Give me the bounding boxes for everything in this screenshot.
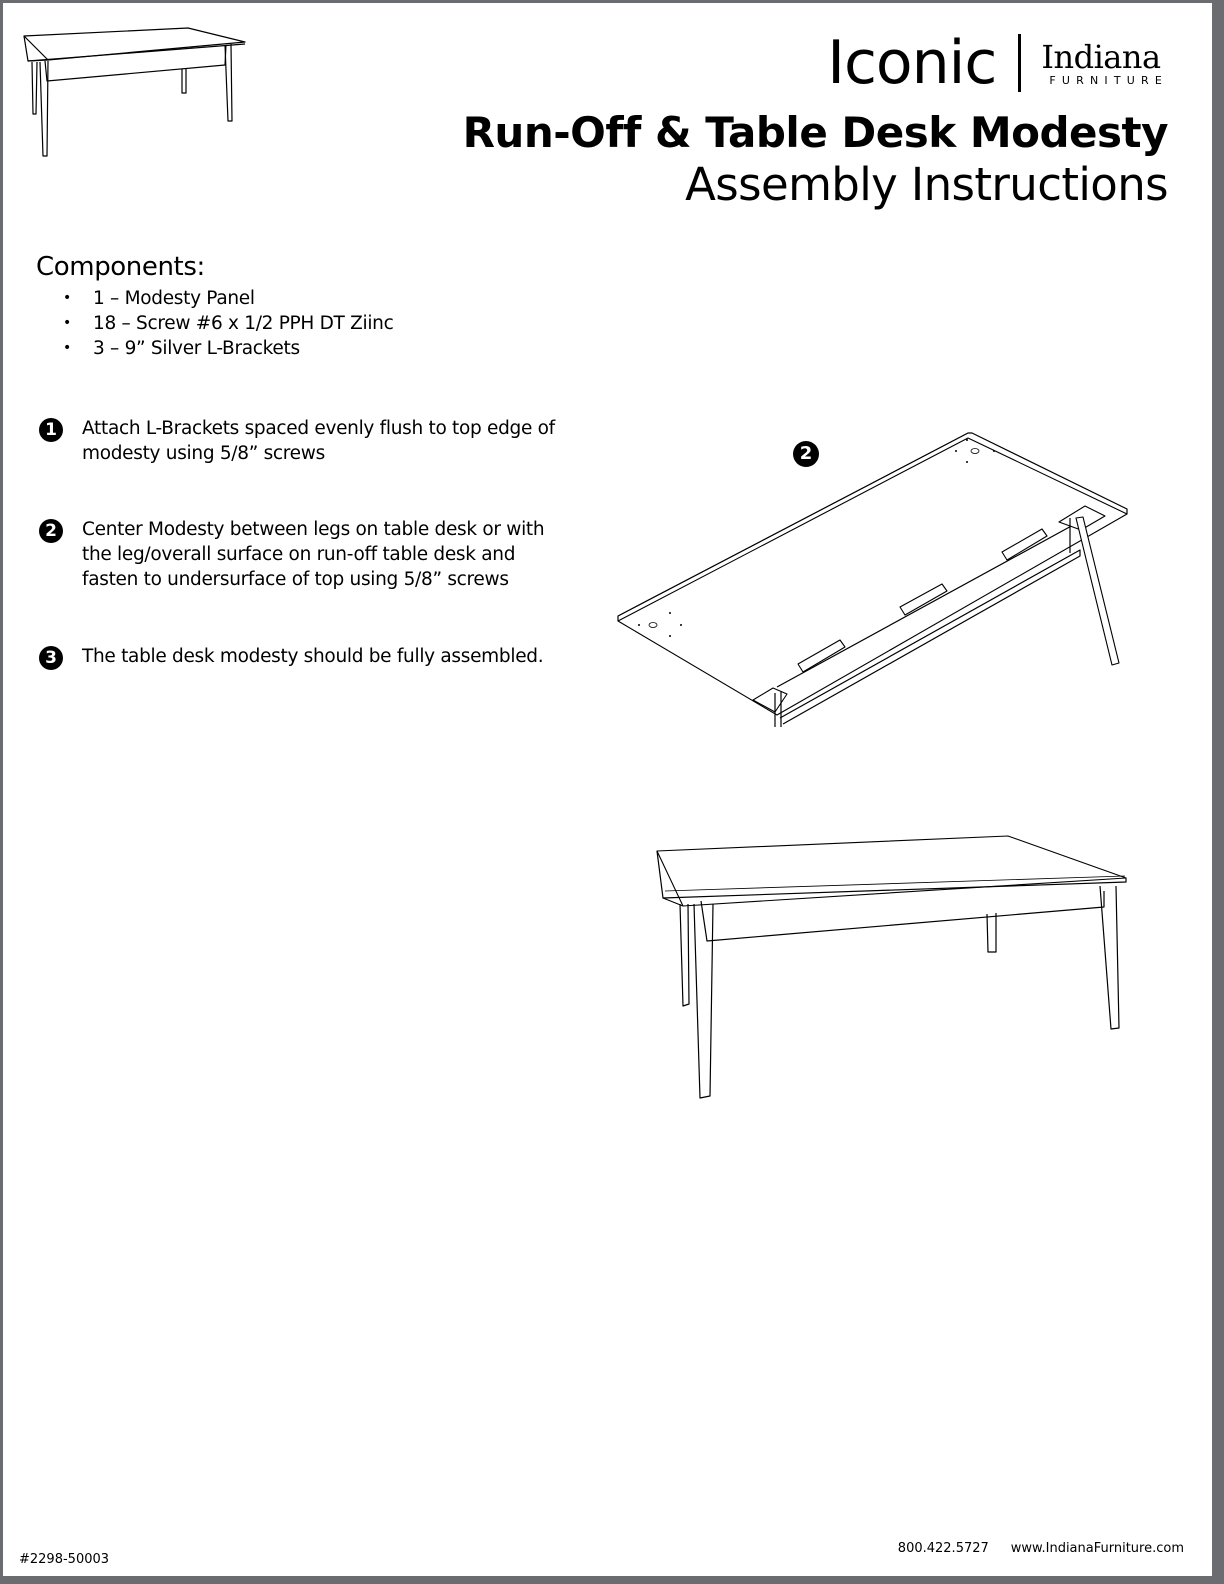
components-list: [63, 286, 393, 361]
component-item: [63, 336, 393, 361]
brand-iconic: Iconic: [827, 28, 997, 98]
component-item-text: 1 – Modesty Panel: [93, 288, 255, 309]
thumbnail-table-drawing: [20, 27, 250, 159]
step-text: The table desk modesty should be fully assembled.: [82, 646, 544, 667]
step-number-badge: 2: [39, 519, 63, 543]
footer-contact: [898, 1541, 1184, 1556]
bullet-icon: •: [63, 290, 71, 306]
brand-divider: [1018, 34, 1021, 92]
step-number-badge: 3: [39, 646, 63, 670]
step-3: [39, 644, 599, 670]
component-item: [63, 311, 393, 336]
step-text: Attach L-Brackets spaced evenly flush to top edge of modesty using 5/8” screws: [82, 418, 555, 464]
step-1: [39, 416, 599, 466]
step-2: [39, 517, 599, 592]
component-item-text: 18 – Screw #6 x 1/2 PPH DT Ziinc: [93, 313, 394, 334]
assembled-table-diagram: [655, 836, 1165, 1098]
document-subtitle: Assembly Instructions: [685, 158, 1168, 211]
bullet-icon: •: [63, 315, 71, 331]
underside-modesty-diagram: [615, 428, 1135, 728]
step-text: Center Modesty between legs on table desk or with the leg/overall surface on run-off table desk and fasten to undersurface of top using 5/8” screws: [82, 519, 545, 590]
brand-indiana-name: Indiana: [1041, 37, 1161, 76]
step-number-badge: 1: [39, 418, 63, 442]
document-title: Run-Off & Table Desk Modesty: [462, 108, 1168, 157]
phone-number: 800.422.5727: [897, 1541, 989, 1556]
diagram-step-badge: 2: [793, 441, 819, 467]
component-item-text: 3 – 9” Silver L-Brackets: [93, 338, 300, 359]
instruction-page: [3, 3, 1212, 1576]
part-number: #2298-50003: [19, 1552, 110, 1567]
website-link[interactable]: www.IndianaFurniture.com: [1010, 1541, 1184, 1556]
bullet-icon: •: [63, 340, 71, 356]
brand-indiana-sub: FURNITURE: [1049, 73, 1168, 87]
brand-logo: [827, 27, 1168, 99]
components-heading: Components:: [36, 252, 205, 282]
component-item: [63, 286, 393, 311]
brand-indiana-furniture: [1041, 37, 1168, 87]
